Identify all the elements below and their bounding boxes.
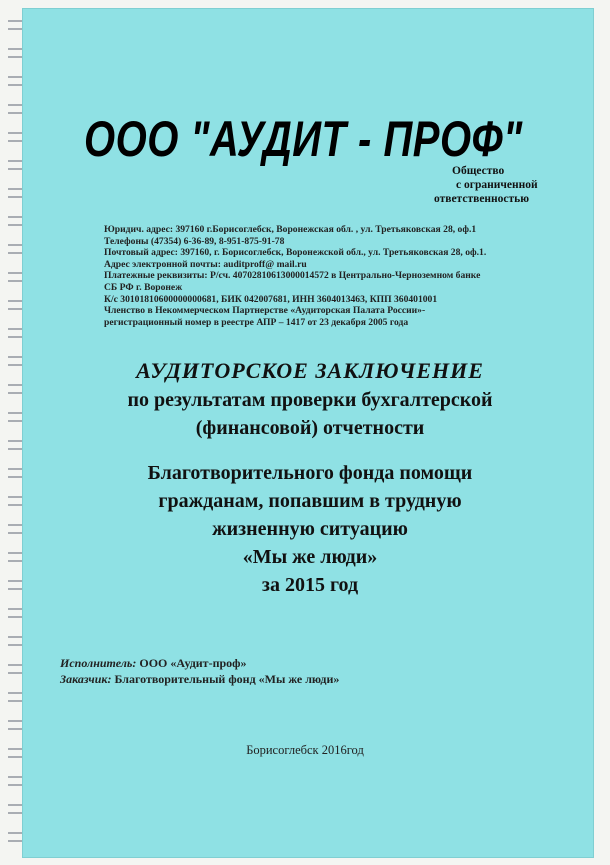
parties-block — [60, 655, 460, 687]
client-value: Благотворительный фонд «Мы же люди» — [111, 672, 340, 686]
company-name: ООО "АУДИТ - ПРОФ" — [84, 112, 523, 167]
document-title — [40, 356, 580, 442]
fund-line: жизненную ситуацию — [212, 518, 408, 540]
requisite-line: СБ РФ г. Воронеж — [104, 281, 183, 293]
fund-line: гражданам, попавшим в трудную — [158, 490, 462, 512]
fund-line: Благотворительного фонда помощи — [147, 462, 473, 484]
client-line — [60, 671, 460, 687]
executor-value: ООО «Аудит-проф» — [136, 656, 247, 670]
org-type-line: Общество — [452, 165, 505, 177]
requisite-line: Платежные реквизиты: Р/сч. 40702810613000014572 в Центрально-Черноземном банке — [104, 270, 481, 282]
requisite-line: Адрес электронной почты: auditproff@ mail.ru — [104, 258, 307, 270]
fund-line: за 2015 год — [261, 574, 359, 596]
requisite-line: регистрационный номер в реестре АПР – 1417 от 23 декабря 2005 года — [104, 316, 409, 328]
requisite-line: Юридич. адрес: 397160 г.Борисоглебск, Воронежская обл. , ул. Третьяковская 28, оф.1 — [104, 224, 477, 235]
title-sub-line: по результатам проверки бухгалтерской — [127, 389, 493, 411]
org-type — [424, 164, 564, 206]
org-type-line: ответственностью — [434, 193, 530, 205]
requisite-line: К/с 30101810600000000681, БИК 042007681, ИНН 3604013463, КПП 360401001 — [104, 293, 438, 305]
title-main: АУДИТОРСКОЕ ЗАКЛЮЧЕНИЕ — [136, 358, 484, 383]
org-type-line: с ограниченной — [456, 179, 538, 191]
company-requisites — [104, 224, 574, 328]
fund-name-block — [40, 459, 580, 599]
title-sub-line: (финансовой) отчетности — [195, 417, 425, 439]
executor-label: Исполнитель: — [60, 656, 137, 670]
client-label: Заказчик: — [60, 672, 112, 686]
executor-line — [60, 655, 460, 671]
requisite-line: Почтовый адрес: 397160, г. Борисоглебск, Воронежской обл., ул. Третьяковская 28, оф.1. — [104, 247, 487, 259]
requisite-line: Телефоны (47354) 6-36-89, 8-951-875-91-78 — [104, 235, 285, 247]
place-year: Борисоглебск 2016год — [246, 743, 364, 757]
fund-line: «Мы же люди» — [242, 546, 378, 568]
requisite-line: Членство в Некоммерческом Партнерстве «Аудиторская Палата России»- — [104, 305, 426, 317]
